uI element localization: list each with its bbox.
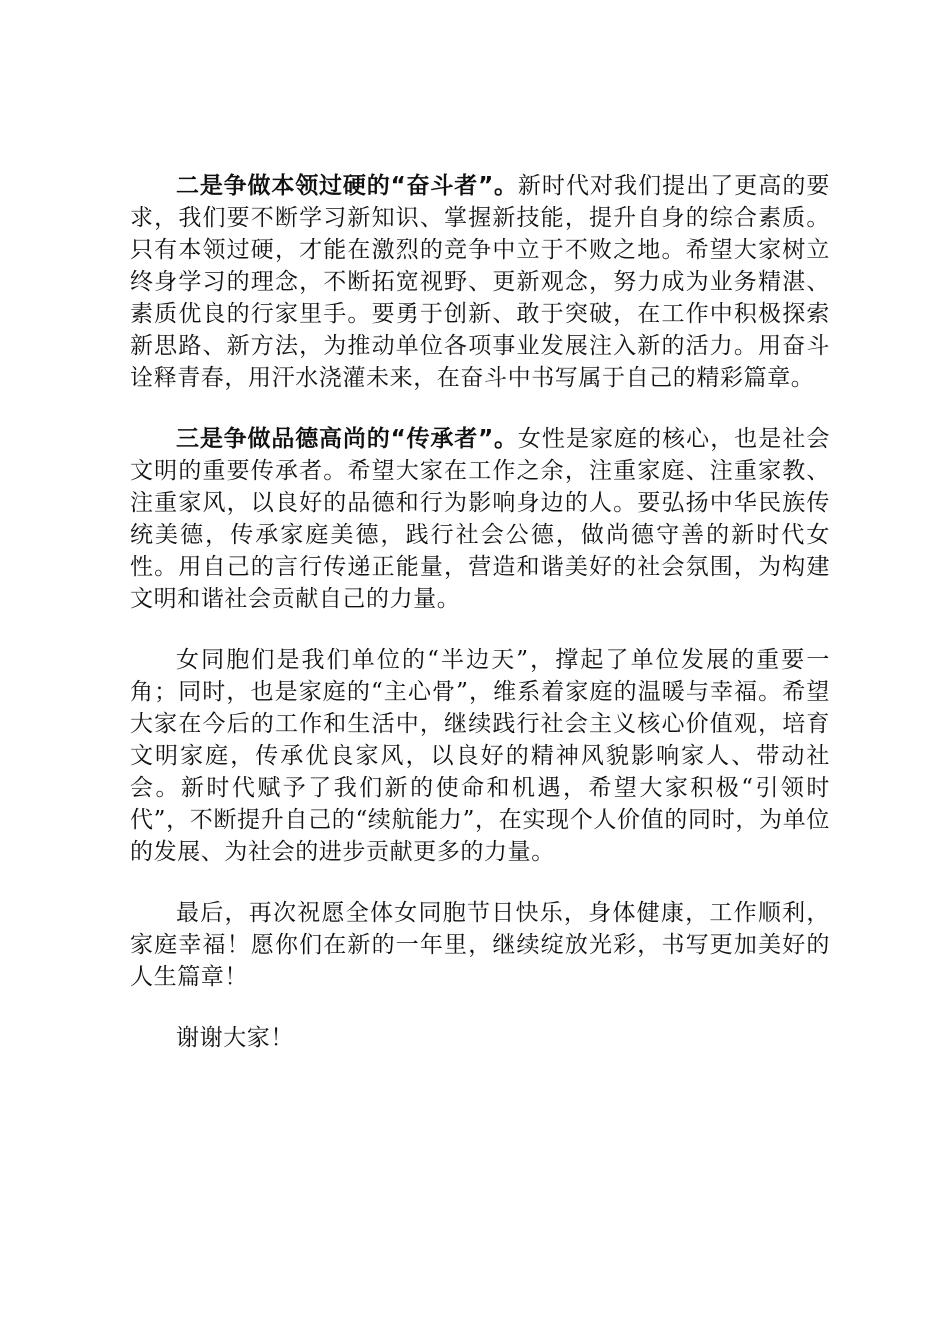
- document-page: [130, 170, 830, 1083]
- paragraph-wishes: [130, 897, 830, 993]
- paragraph-text: 谢谢大家！: [176, 1025, 294, 1051]
- paragraph-lead: 二是争做本领过硬的“奋斗者”。: [176, 173, 518, 199]
- paragraph-fighter: [130, 170, 830, 394]
- paragraph-half-sky: [130, 644, 830, 868]
- paragraph-lead: 三是争做品德高尚的“传承者”。: [176, 426, 518, 452]
- paragraph-text: 新时代对我们提出了更高的要求，我们要不断学习新知识、掌握新技能，提升自身的综合素质。只有本领过硬，才能在激烈的竞争中立于不败之地。希望大家树立终身学习的理念，不断拓宽视野、更新观念，努力成为业务精湛、素质优良的行家里手。要勇于创新、敢于突破，在工作中积极探索新思路、新方法，为推动单位各项事业发展注入新的活力。用奋斗诠释青春，用汗水浇灌未来，在奋斗中书写属于自己的精彩篇章。: [130, 173, 830, 391]
- paragraph-text: 最后，再次祝愿全体女同胞节日快乐，身体健康，工作顺利，家庭幸福！愿你们在新的一年里，继续绽放光彩，书写更加美好的人生篇章！: [130, 900, 830, 990]
- paragraph-text: 女同胞们是我们单位的“半边天”，撑起了单位发展的重要一角；同时，也是家庭的“主心骨”，维系着家庭的温暖与幸福。希望大家在今后的工作和生活中，继续践行社会主义核心价值观，培育文明家庭，传承优良家风，以良好的精神风貌影响家人、带动社会。新时代赋予了我们新的使命和机遇，希望大家积极“引领时代”，不断提升自己的“续航能力”，在实现个人价值的同时，为单位的发展、为社会的进步贡献更多的力量。: [130, 647, 830, 865]
- paragraph-thanks: [130, 1022, 830, 1054]
- paragraph-inheritor: [130, 423, 830, 615]
- paragraph-text: 女性是家庭的核心，也是社会文明的重要传承者。希望大家在工作之余，注重家庭、注重家教、注重家风，以良好的品德和行为影响身边的人。要弘扬中华民族传统美德，传承家庭美德，践行社会公德，做尚德守善的新时代女性。用自己的言行传递正能量，营造和谐美好的社会氛围，为构建文明和谐社会贡献自己的力量。: [130, 426, 830, 612]
